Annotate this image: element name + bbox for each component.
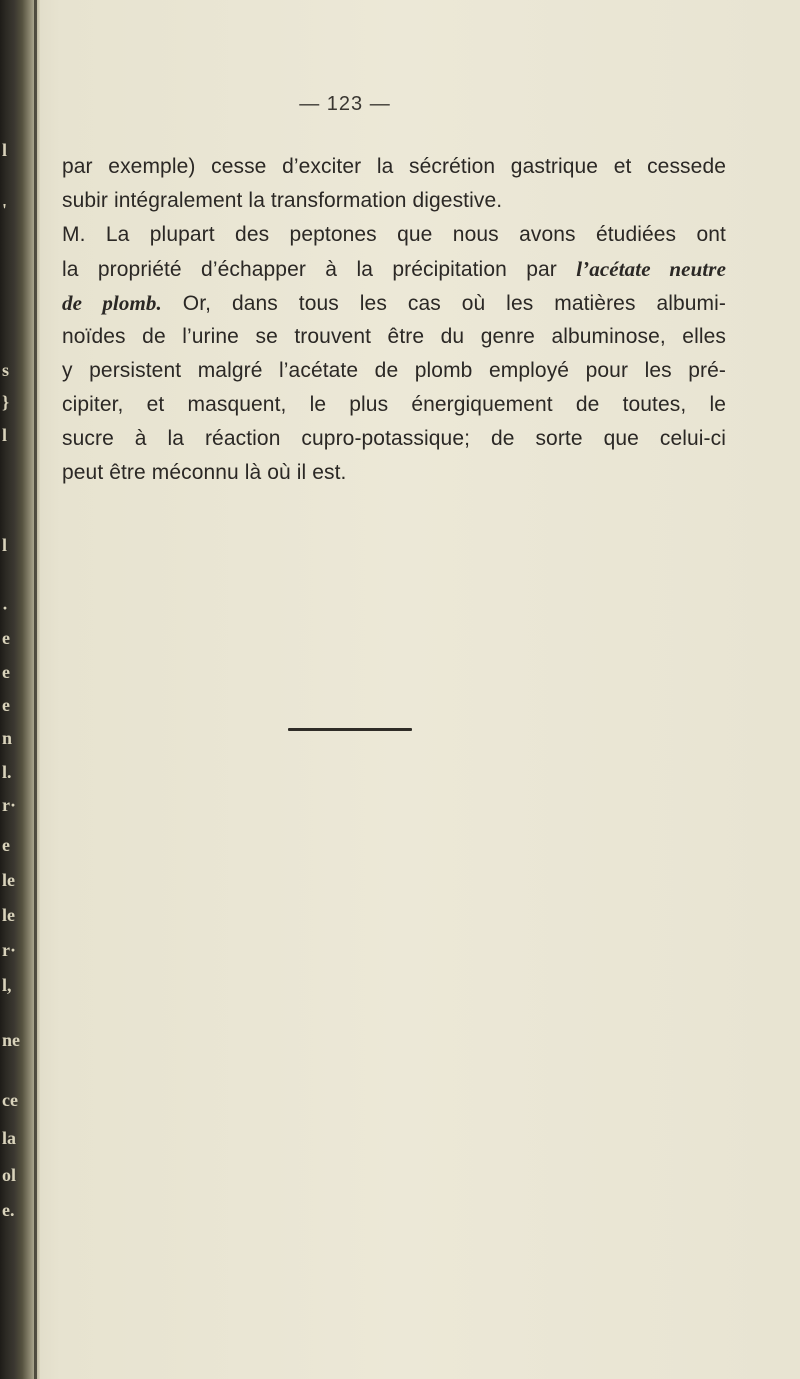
facing-page-fragment: r· [2,795,16,815]
facing-page-fragment: e [2,662,10,682]
facing-page-fragment: } [2,392,10,412]
text-line: sucre à la réaction cupro-potassique; de sorte que celui-ci [62,427,726,450]
italic-text-run: de plomb. [62,291,162,315]
section-divider-rule [288,728,412,731]
facing-page-fragment: e [2,628,10,648]
facing-page-fragment: le [2,905,15,925]
facing-page-fragment: ne [2,1030,20,1050]
facing-page-fragment: n [2,728,13,748]
italic-text-run: l’acétate neutre [576,257,726,281]
facing-page-fragment: e. [2,1200,15,1220]
facing-page-fragment: l, [2,975,12,995]
text-line: peut être méconnu là où il est. [62,461,347,484]
text-line: y persistent malgré l’acétate de plomb employé pour les pré- [62,359,726,382]
text-run: Or, dans tous les cas où les matières albumi- [161,292,726,315]
facing-page-fragment: l [2,535,8,555]
gutter-edge-line [34,0,37,1379]
facing-page-fragment: ce [2,1090,18,1110]
text-line: par exemple) cesse d’exciter la sécrétion gastrique et cessede [62,155,726,178]
book-binding-gutter [0,0,40,1379]
facing-page-fragment: l. [2,762,12,782]
body-text [62,150,726,490]
text-line: cipiter, et masquent, le plus énergiquement de toutes, le [62,393,726,416]
facing-page-fragment: · [2,598,9,618]
facing-page-fragment: s [2,360,10,380]
facing-page-fragment: la [2,1128,17,1148]
text-line: M. La plupart des peptones que nous avons étudiées ont [62,223,726,246]
text-line: subir intégralement la transformation digestive. [62,189,503,212]
text-line [62,286,726,320]
facing-page-fragment: l [2,425,8,445]
text-run: la propriété d’échapper à la précipitation par [62,258,577,281]
facing-page-fragment: le [2,870,15,890]
facing-page-fragment: r· [2,940,16,960]
page-number-header: — 123 — [299,93,391,115]
facing-page-fragment: ' [2,200,8,220]
facing-page-fragment: l [2,140,8,160]
facing-page-fragment: e [2,695,10,715]
facing-page-fragment: ol [2,1165,17,1185]
facing-page-fragment: e [2,835,10,855]
text-line: noïdes de l’urine se trouvent être du genre albuminose, elles [62,325,726,348]
text-line [62,252,726,286]
